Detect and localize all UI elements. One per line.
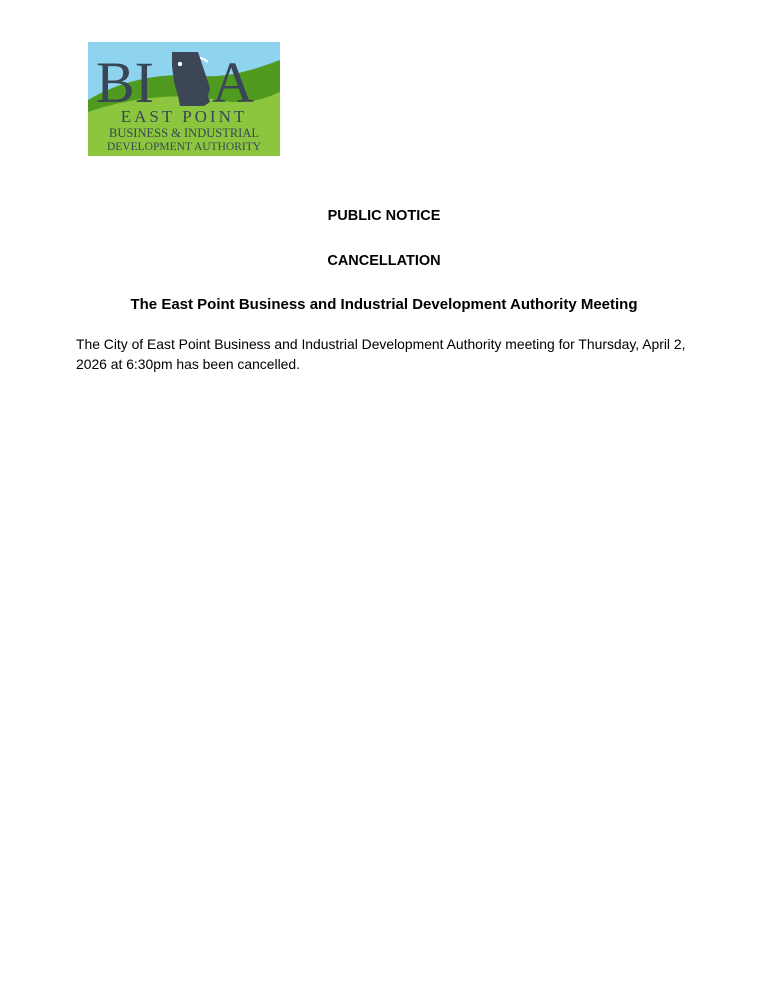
notice-body-text: The City of East Point Business and Industrial Development Authority meeting for Thursday, April 2, 2026 at 6:30pm has been cancelled. xyxy=(76,336,686,372)
bida-logo-graphic xyxy=(88,42,280,156)
public-notice-heading: PUBLIC NOTICE xyxy=(327,208,441,224)
cancellation-heading: CANCELLATION xyxy=(327,253,441,269)
bida-logo xyxy=(88,42,280,156)
logo-line-2: BUSINESS & INDUSTRIAL xyxy=(108,126,260,140)
logo-line-1: EAST POINT xyxy=(120,107,248,126)
logo-letter-a: A xyxy=(212,50,254,115)
meeting-heading: The East Point Business and Industrial Development Authority Meeting xyxy=(130,296,638,313)
logo-line-3: DEVELOPMENT AUTHORITY xyxy=(106,141,262,153)
logo-letters-bi: BI xyxy=(96,50,154,115)
logo-state-dot xyxy=(178,62,182,66)
